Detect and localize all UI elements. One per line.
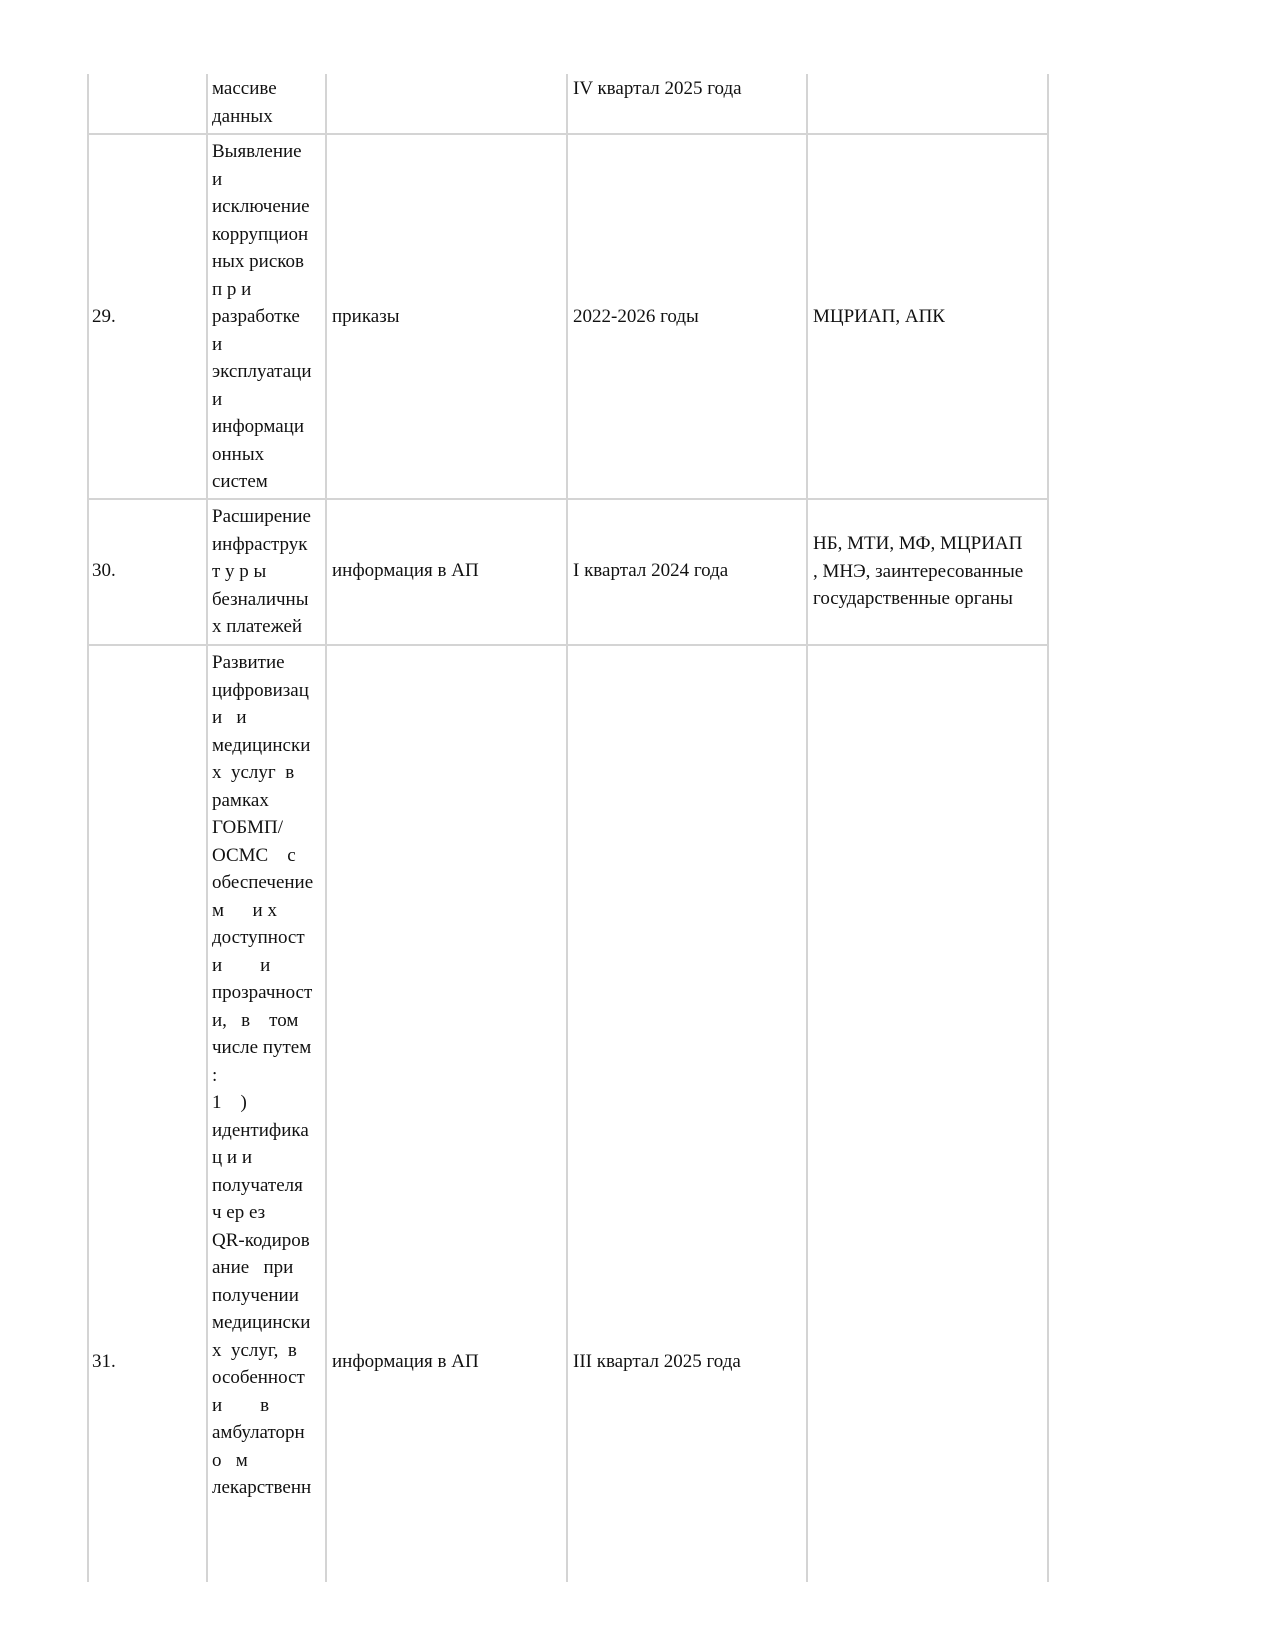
cell-text-line: исключение xyxy=(212,196,310,217)
cell-text-line: и xyxy=(212,388,223,410)
cell-text-line: ание при xyxy=(212,1257,294,1278)
cell-text-line: о м xyxy=(212,1449,248,1471)
column-divider-4 xyxy=(806,74,808,1582)
cell-text-line: медицински xyxy=(212,734,311,756)
cell-text-line: ч ер ез xyxy=(212,1202,266,1223)
row-responsible-cell xyxy=(813,303,945,331)
cell-text-line: онных xyxy=(212,443,265,465)
cell-text-line: , МНЭ, заинтересованные xyxy=(813,560,1024,582)
cell-text-line: х услуг, в xyxy=(212,1339,297,1361)
row-name-cell xyxy=(212,503,328,641)
cell-text-line: QR-кодиров xyxy=(212,1229,310,1251)
cell-text-line: и, в том xyxy=(212,1009,299,1031)
row-deadline-cell: 2022-2026 годы xyxy=(573,306,699,327)
cell-text-line: и в xyxy=(212,1394,270,1416)
row-divider-1 xyxy=(87,133,1049,135)
row-divider-2 xyxy=(87,498,1049,500)
row-number-cell: 30. xyxy=(92,560,116,581)
cell-text-line: инфраструк xyxy=(212,533,308,555)
cell-text-line: государственные органы xyxy=(813,588,1013,609)
cell-text-line: ц и и xyxy=(212,1147,253,1168)
row-form-cell: информация в АП xyxy=(332,1351,479,1372)
cell-text-line: рамках xyxy=(212,789,269,811)
row-name-cell xyxy=(212,75,328,130)
cell-text-line: лекарственн xyxy=(212,1477,312,1498)
cell-text-line: информаци xyxy=(212,416,305,437)
cell-text-line: цифровизац xyxy=(212,679,309,701)
cell-text-line: и xyxy=(212,333,223,355)
cell-text-line: получателя xyxy=(212,1174,303,1196)
cell-text-line: получении xyxy=(212,1284,299,1306)
cell-text-line: особенност xyxy=(212,1367,305,1388)
cell-text-line: м и х xyxy=(212,899,277,921)
cell-text-line: обеспечение xyxy=(212,872,314,893)
cell-text-line: идентифика xyxy=(212,1119,309,1141)
cell-text-line: и xyxy=(212,168,223,190)
cell-text-line: 1 ) xyxy=(212,1092,247,1113)
row-deadline-cell: IV квартал 2025 года xyxy=(573,78,742,99)
cell-text-line: безналичны xyxy=(212,588,309,610)
row-form-cell: приказы xyxy=(332,306,400,327)
cell-text-line: доступност xyxy=(212,927,305,948)
cell-text-line: и и xyxy=(212,954,271,976)
table-border-right xyxy=(1047,74,1049,1582)
cell-text-line: систем xyxy=(212,471,268,492)
cell-text-line: Расширение xyxy=(212,506,311,527)
row-form-cell: информация в АП xyxy=(332,560,479,581)
cell-text-line: ОСМС с xyxy=(212,844,296,866)
cell-text-line: коррупцион xyxy=(212,223,309,245)
cell-text-line: числе путем xyxy=(212,1037,312,1058)
cell-text-line: эксплуатаци xyxy=(212,361,312,382)
cell-text-line: т у р ы xyxy=(212,561,267,582)
row-number-cell: 29. xyxy=(92,306,116,327)
cell-text-line: ных рисков xyxy=(212,251,305,272)
row-deadline-cell: III квартал 2025 года xyxy=(573,1351,741,1372)
cell-text-line: разработке xyxy=(212,306,300,327)
row-divider-3 xyxy=(87,644,1049,646)
row-name-cell xyxy=(212,649,328,1502)
cell-text-line: МЦРИАП, АПК xyxy=(813,306,945,327)
column-divider-1 xyxy=(206,74,208,1582)
cell-text-line: медицински xyxy=(212,1312,311,1333)
cell-text-line: амбулаторн xyxy=(212,1422,305,1443)
cell-text-line: : xyxy=(212,1064,218,1086)
cell-text-line: НБ, МТИ, МФ, МЦРИАП xyxy=(813,533,1023,554)
cell-text-line: и и xyxy=(212,707,247,728)
cell-text-line: х платежей xyxy=(212,616,303,637)
cell-text-line: массиве xyxy=(212,78,277,99)
cell-text-line: ГОБМП/ xyxy=(212,817,284,838)
cell-text-line: х услуг в xyxy=(212,762,295,783)
row-name-cell xyxy=(212,138,328,496)
cell-text-line: данных xyxy=(212,105,273,127)
cell-text-line: прозрачност xyxy=(212,982,313,1003)
cell-text-line: п р и xyxy=(212,278,252,300)
cell-text-line: Выявление xyxy=(212,141,302,162)
row-deadline-cell: I квартал 2024 года xyxy=(573,560,729,581)
column-divider-3 xyxy=(566,74,568,1582)
row-responsible-cell xyxy=(813,530,1023,613)
row-number-cell: 31. xyxy=(92,1351,116,1372)
cell-text-line: Развитие xyxy=(212,652,285,673)
table-border-left xyxy=(87,74,89,1582)
